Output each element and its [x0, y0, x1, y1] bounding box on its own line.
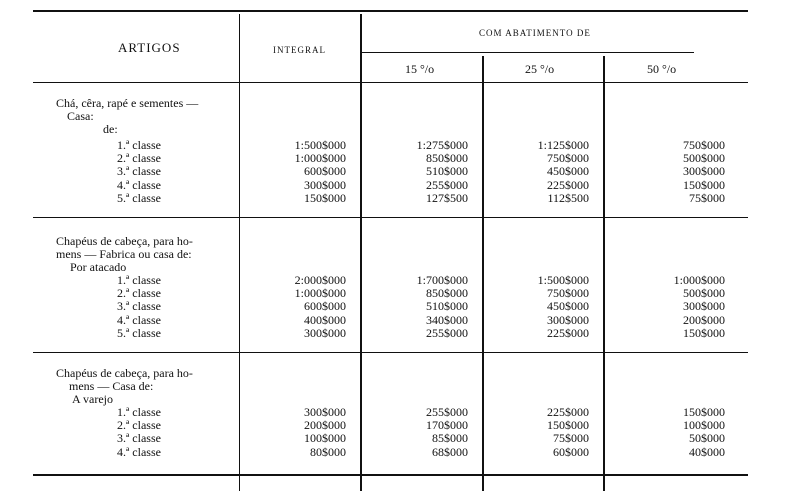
cell-15-percent: 255$000 [426, 325, 468, 340]
cell-25-percent: 1:500$000 [537, 273, 589, 287]
header-com-abatimento: COM ABATIMENTO DE [479, 28, 591, 38]
cell-50-percent: 150$000 [683, 405, 725, 419]
cell-integral: 80$000 [310, 444, 346, 459]
header-artigos: ARTIGOS [118, 40, 181, 55]
row-label: 3.ª classe [117, 299, 161, 314]
cell-integral: 1:500$000 [294, 138, 346, 152]
cell-50-percent: 50$000 [689, 431, 725, 446]
cell-15-percent: 340$000 [426, 312, 468, 327]
header-integral: INTEGRAL [273, 45, 326, 55]
cell-integral: 150$000 [304, 190, 346, 205]
cell-15-percent: 170$000 [426, 418, 468, 433]
cell-integral: 200$000 [304, 418, 346, 433]
cell-50-percent: 300$000 [683, 164, 725, 179]
row-label: 5.ª classe [117, 190, 161, 205]
row-label: 4.ª classe [117, 177, 161, 192]
header-pct-15: 15 °/o [405, 62, 435, 76]
cell-15-percent: 850$000 [426, 286, 468, 301]
cell-50-percent: 75$000 [689, 190, 725, 205]
row-label: 3.ª classe [117, 164, 161, 179]
cell-25-percent: 225$000 [547, 325, 589, 340]
cell-50-percent: 40$000 [689, 444, 725, 459]
cell-25-percent: 60$000 [553, 444, 589, 459]
cell-25-percent: 150$000 [547, 418, 589, 433]
cell-15-percent: 127$500 [426, 190, 468, 205]
cell-integral: 400$000 [304, 312, 346, 327]
row-label: 1.ª classe [117, 405, 161, 419]
cell-25-percent: 75$000 [553, 431, 589, 446]
cell-integral: 2:000$000 [294, 273, 346, 287]
row-label: 4.ª classe [117, 312, 161, 327]
row-label: 2.ª classe [117, 418, 161, 433]
cell-50-percent: 150$000 [683, 177, 725, 192]
cell-integral: 100$000 [304, 431, 346, 446]
cell-50-percent: 500$000 [683, 151, 725, 166]
cell-15-percent: 850$000 [426, 151, 468, 166]
cell-15-percent: 510$000 [426, 164, 468, 179]
cell-50-percent: 150$000 [683, 325, 725, 340]
cell-integral: 600$000 [304, 299, 346, 314]
cell-25-percent: 450$000 [547, 299, 589, 314]
section-rule-2 [33, 352, 748, 353]
cell-15-percent: 68$000 [432, 444, 468, 459]
header-pct-25: 25 °/o [525, 62, 555, 76]
cell-25-percent: 750$000 [547, 286, 589, 301]
cell-50-percent: 300$000 [683, 299, 725, 314]
cell-15-percent: 85$000 [432, 431, 468, 446]
col-rule-4 [603, 56, 605, 491]
cell-50-percent: 750$000 [683, 138, 725, 152]
section-description-line: de: [103, 122, 118, 136]
cell-15-percent: 255$000 [426, 177, 468, 192]
cell-25-percent: 1:125$000 [537, 138, 589, 152]
bottom-rule [33, 474, 748, 476]
cell-25-percent: 450$000 [547, 164, 589, 179]
section-description-line: A varejo [72, 392, 113, 406]
row-label: 2.ª classe [117, 151, 161, 166]
section-description-line: Chapéus de cabeça, para ho- [56, 234, 193, 248]
cell-integral: 1:000$000 [294, 151, 346, 166]
cell-25-percent: 300$000 [547, 312, 589, 327]
row-label: 3.ª classe [117, 431, 161, 446]
top-rule [33, 10, 748, 12]
section-description-line: mens — Casa de: [69, 379, 154, 393]
row-label: 5.ª classe [117, 325, 161, 340]
section-description-line: Casa: [67, 109, 94, 123]
cell-15-percent: 1:700$000 [416, 273, 468, 287]
header-split-rule [362, 52, 694, 53]
cell-50-percent: 1:000$000 [673, 273, 725, 287]
row-label: 1.ª classe [117, 138, 161, 152]
cell-integral: 300$000 [304, 177, 346, 192]
col-rule-3 [482, 56, 484, 491]
cell-15-percent: 510$000 [426, 299, 468, 314]
cell-15-percent: 1:275$000 [416, 138, 468, 152]
cell-integral: 300$000 [304, 405, 346, 419]
cell-15-percent: 255$000 [426, 405, 468, 419]
row-label: 4.ª classe [117, 444, 161, 459]
header-pct-50: 50 °/o [647, 62, 677, 76]
cell-integral: 300$000 [304, 325, 346, 340]
cell-25-percent: 225$000 [547, 177, 589, 192]
cell-25-percent: 225$000 [547, 405, 589, 419]
header-bottom-rule [33, 82, 748, 83]
cell-integral: 1:000$000 [294, 286, 346, 301]
section-description-line: Chapéus de cabeça, para ho- [56, 366, 193, 380]
cell-50-percent: 500$000 [683, 286, 725, 301]
col-rule-1 [239, 14, 240, 491]
cell-50-percent: 100$000 [683, 418, 725, 433]
cell-50-percent: 200$000 [683, 312, 725, 327]
section-description-line: mens — Fabrica ou casa de: [56, 247, 192, 261]
cell-25-percent: 112$500 [547, 190, 589, 205]
section-description-line: Por atacado [70, 260, 127, 274]
cell-integral: 600$000 [304, 164, 346, 179]
row-label: 1.ª classe [117, 273, 161, 287]
row-label: 2.ª classe [117, 286, 161, 301]
cell-25-percent: 750$000 [547, 151, 589, 166]
section-rule-1 [33, 217, 748, 218]
section-description-line: Chá, cêra, rapé e sementes — [56, 96, 199, 110]
col-rule-2 [360, 14, 362, 491]
